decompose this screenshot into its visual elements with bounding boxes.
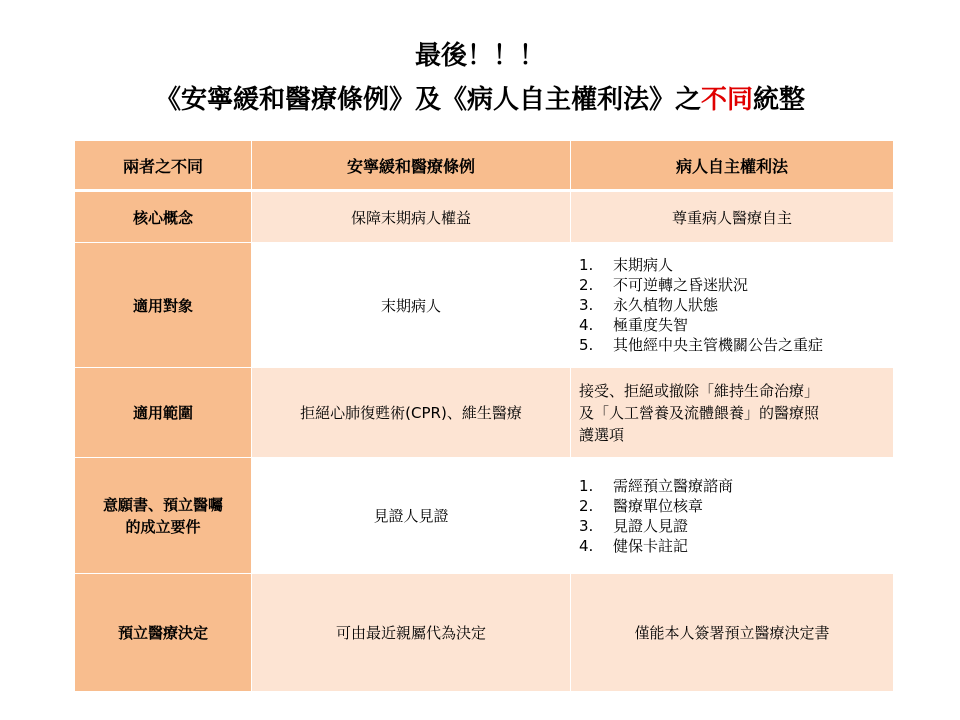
row-label: 適用範圍 (75, 368, 252, 458)
title-highlight-red: 不同 (700, 85, 753, 115)
list-item: 3. 見證人見證 (579, 516, 689, 535)
table-row-requirements (75, 458, 894, 574)
header-patient-autonomy-act: 病人自主權利法 (571, 141, 894, 191)
hospice-cell: 見證人見證 (252, 458, 571, 574)
list-item: 2. 不可逆轉之昏迷狀況 (579, 276, 749, 294)
row-label: 核心概念 (75, 191, 252, 243)
title-line-1: 最後！！！ (414, 41, 545, 71)
autonomy-cell: 僅能本人簽署預立醫療決定書 (571, 574, 894, 692)
list-item: 1. 末期病人 (579, 256, 674, 274)
autonomy-cell (571, 243, 894, 368)
slide-title (0, 34, 960, 122)
row-label: 意願書、預立醫囑 的成立要件 (75, 458, 252, 574)
title-line-2-pre: 《安寧緩和醫療條例》及《病人自主權利法》之 (154, 85, 701, 115)
row-label: 預立醫療決定 (75, 574, 252, 692)
hospice-cell: 保障末期病人權益 (252, 191, 571, 243)
list-item: 5. 其他經中央主管機關公告之重症 (579, 336, 824, 354)
subjects-list (579, 255, 885, 355)
header-difference: 兩者之不同 (75, 141, 252, 191)
hospice-cell: 拒絕心肺復甦術(CPR)、維生醫療 (252, 368, 571, 458)
scope-line: 及「人工營養及流體餵養」的醫療照 (579, 403, 820, 422)
autonomy-cell (571, 458, 894, 574)
requirements-list (579, 476, 885, 556)
list-item: 4. 極重度失智 (579, 316, 689, 334)
hospice-cell: 可由最近親屬代為決定 (252, 574, 571, 692)
autonomy-cell (571, 368, 894, 458)
title-line-2 (0, 78, 960, 122)
list-item: 3. 永久植物人狀態 (579, 296, 719, 314)
scope-line: 接受、拒絕或撤除「維持生命治療」 (579, 381, 820, 400)
list-item: 2. 醫療單位核章 (579, 496, 704, 515)
table-row-core-concept (75, 191, 894, 243)
autonomy-cell: 尊重病人醫療自主 (571, 191, 894, 243)
list-item: 1. 需經預立醫療諮商 (579, 476, 734, 495)
table-header-row (75, 141, 894, 191)
list-item: 4. 健保卡註記 (579, 536, 689, 555)
title-line-2-post: 統整 (753, 85, 806, 115)
table-row-scope (75, 368, 894, 458)
header-hospice-act: 安寧緩和醫療條例 (252, 141, 571, 191)
comparison-table (74, 140, 894, 692)
table-row-applicable-subjects (75, 243, 894, 368)
scope-line: 護選項 (579, 425, 625, 444)
row-label: 適用對象 (75, 243, 252, 368)
hospice-cell: 末期病人 (252, 243, 571, 368)
table-row-advance-decision (75, 574, 894, 692)
